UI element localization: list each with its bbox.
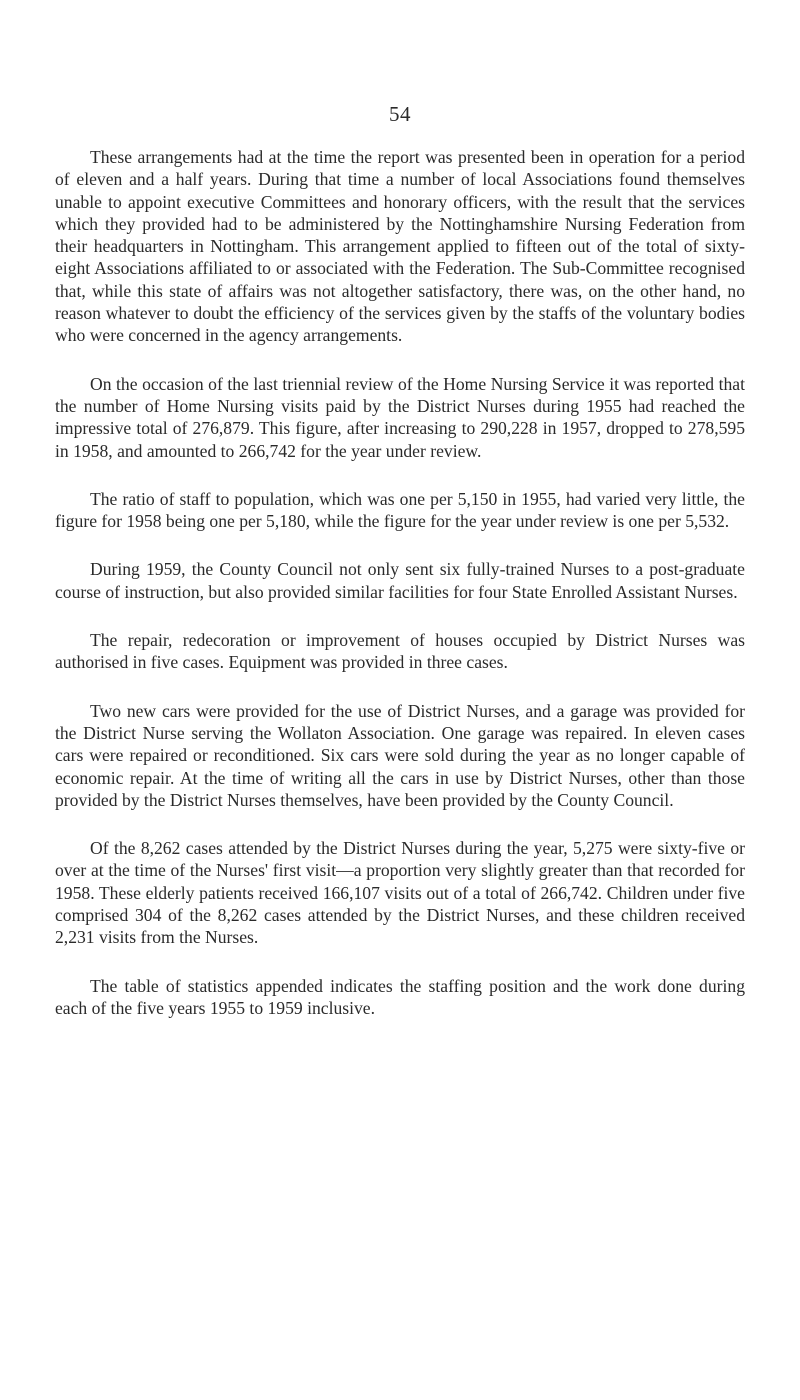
paragraph-agency-arrangements: These arrangements had at the time the report was presented been in operation for a period of eleven and a half years. During that time a number of local Associations found themselves unable to appoint executive Committees and honorary officers, with the result that the services which they provided had to be administered by the Nottinghamshire Nursing Federation from their headquarters in Nottingham. This arrangement applied to fifteen out of the total of sixty-eight Associations affiliated to or associated with the Federation. The Sub-Committee recognised that, while this state of affairs was not altogether satisfactory, there was, on the other hand, no reason whatever to doubt the efficiency of the services given by the staffs of the voluntary bodies who were concerned in the agency arrangements. [55,147,745,346]
document-body [55,146,745,1045]
paragraph-house-repairs: The repair, redecoration or improvement of houses occupied by District Nurses was authorised in five cases. Equipment was provided in three cases. [55,630,745,673]
paragraph-home-nursing-visits: On the occasion of the last triennial review of the Home Nursing Service it was reported that the number of Home Nursing visits paid by the District Nurses during 1955 had reached the impressive total of 276,879. This figure, after increasing to 290,228 in 1957, dropped to 278,595 in 1958, and amounted to 266,742 for the year under review. [55,373,745,461]
paragraph-statistics-table: The table of statistics appended indicates the staffing position and the work done during each of the five years 1955 to 1959 inclusive. [55,975,745,1018]
page-number: 54 [389,102,411,126]
paragraph-cars: Two new cars were provided for the use of District Nurses, and a garage was provided for the District Nurse serving the Wollaton Association. One garage was repaired. In eleven cases cars were repaired or reconditioned. Six cars were sold during the year as no longer capable of economic repair. At the time of writing all the cars in use by District Nurses, other than those provided by the District Nurses themselves, have been provided by the County Council. [55,700,745,810]
paragraph-staff-ratio: The ratio of staff to population, which was one per 5,150 in 1955, had varied very little, the figure for 1958 being one per 5,180, while the figure for the year under review is one per 5,532. [55,488,745,532]
paragraph-cases-attended: Of the 8,262 cases attended by the District Nurses during the year, 5,275 were sixty-five or over at the time of the Nurses' first visit—a proportion very slightly greater than that recorded for 1958. These elderly patients received 166,107 visits out of a total of 266,742. Children under five comprised 304 of the 8,262 cases attended by the District Nurses, and these children received 2,231 visits from the Nurses. [55,838,745,948]
paragraph-post-graduate-course: During 1959, the County Council not only sent six fully-trained Nurses to a post-graduate course of instruction, but also provided similar facilities for four State Enrolled Assistant Nurses. [55,559,745,602]
